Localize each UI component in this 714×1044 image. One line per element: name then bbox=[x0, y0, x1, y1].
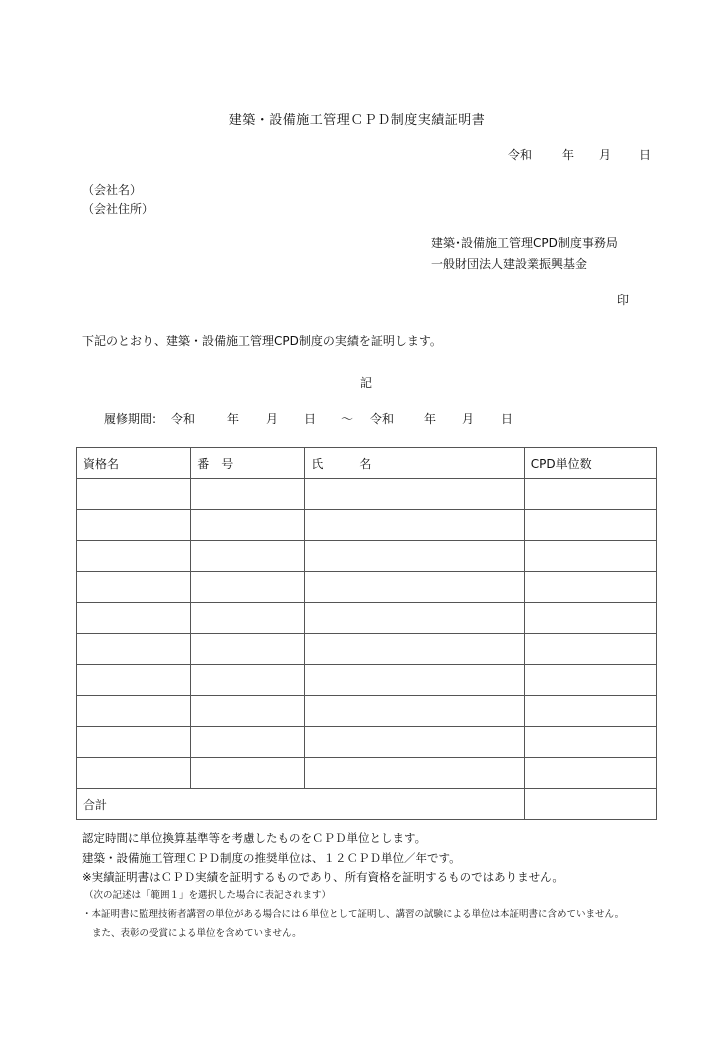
cell-name bbox=[305, 541, 524, 572]
table-row bbox=[77, 727, 657, 758]
cell-number bbox=[191, 696, 305, 727]
cell-number bbox=[191, 634, 305, 665]
period-end-day: 日 bbox=[501, 412, 514, 426]
period-label: 履修期間: bbox=[104, 412, 157, 426]
table-row bbox=[77, 758, 657, 789]
period-start-era: 令和 bbox=[171, 412, 196, 426]
cell-number bbox=[191, 479, 305, 510]
total-label: 合計 bbox=[77, 789, 525, 820]
cell-name bbox=[305, 572, 524, 603]
date-year: 年 bbox=[562, 148, 575, 162]
cell-cpd-units bbox=[524, 603, 656, 634]
company-address: （会社住所） bbox=[82, 202, 155, 216]
cell-name bbox=[305, 758, 524, 789]
cell-name bbox=[305, 727, 524, 758]
ki-heading: 記 bbox=[360, 376, 373, 390]
period-end-era: 令和 bbox=[370, 412, 395, 426]
note-certificate-scope: ※実績証明書はＣＰＤ実績を証明するものであり、所有資格を証明するものではありません。 bbox=[82, 870, 564, 884]
table-row bbox=[77, 541, 657, 572]
header-cpd-units: CPD単位数 bbox=[524, 448, 656, 479]
table-header-row bbox=[77, 448, 657, 479]
cell-cpd-units bbox=[524, 572, 656, 603]
period-start-day: 日 bbox=[304, 412, 317, 426]
table-row bbox=[77, 510, 657, 541]
header-qualification: 資格名 bbox=[77, 448, 191, 479]
table-row bbox=[77, 665, 657, 696]
date-month: 月 bbox=[599, 148, 612, 162]
cell-cpd-units bbox=[524, 727, 656, 758]
issuer-office: 建築･設備施工管理CPD制度事務局 bbox=[431, 236, 618, 250]
cell-qualification bbox=[77, 541, 191, 572]
table-row bbox=[77, 634, 657, 665]
cell-name bbox=[305, 696, 524, 727]
cell-cpd-units bbox=[524, 479, 656, 510]
cell-cpd-units bbox=[524, 510, 656, 541]
period-start-month: 月 bbox=[266, 412, 279, 426]
cell-number bbox=[191, 510, 305, 541]
note-cpd-definition: 認定時間に単位換算基準等を考慮したものをＣＰＤ単位とします。 bbox=[82, 831, 427, 845]
cell-number bbox=[191, 758, 305, 789]
date-day: 日 bbox=[639, 148, 652, 162]
intro-text: 下記のとおり、建築・設備施工管理CPD制度の実績を証明します。 bbox=[82, 334, 442, 348]
document-title: 建築・設備施工管理ＣＰＤ制度実績証明書 bbox=[228, 113, 486, 128]
cell-qualification bbox=[77, 634, 191, 665]
period-end-year: 年 bbox=[424, 412, 437, 426]
header-name: 氏 名 bbox=[305, 448, 524, 479]
cell-qualification bbox=[77, 603, 191, 634]
note-recommended-units: 建築・設備施工管理ＣＰＤ制度の推奨単位は、１２ＣＰＤ単位／年です。 bbox=[82, 851, 461, 865]
cell-qualification bbox=[77, 572, 191, 603]
issuer-foundation: 一般財団法人建設業振興基金 bbox=[431, 257, 588, 271]
total-row bbox=[77, 789, 657, 820]
period-tilde: ～ bbox=[341, 412, 354, 426]
cell-number bbox=[191, 541, 305, 572]
cell-number bbox=[191, 665, 305, 696]
seal-mark: 印 bbox=[617, 293, 630, 307]
cell-cpd-units bbox=[524, 541, 656, 572]
cell-qualification bbox=[77, 758, 191, 789]
cell-cpd-units bbox=[524, 665, 656, 696]
cell-cpd-units bbox=[524, 696, 656, 727]
total-cpd-units bbox=[524, 789, 656, 820]
cell-qualification bbox=[77, 727, 191, 758]
date-era: 令和 bbox=[508, 148, 533, 162]
cell-name bbox=[305, 479, 524, 510]
period-start-year: 年 bbox=[227, 412, 240, 426]
cell-name bbox=[305, 665, 524, 696]
cell-qualification bbox=[77, 665, 191, 696]
table-row bbox=[77, 603, 657, 634]
note-range-condition: （次の記述は「範囲１」を選択した場合に表記されます） bbox=[84, 890, 332, 901]
note-award-units: また、表彰の受賞による単位を含めていません。 bbox=[92, 928, 302, 939]
cell-number bbox=[191, 603, 305, 634]
cell-qualification bbox=[77, 696, 191, 727]
table-row bbox=[77, 479, 657, 510]
cell-name bbox=[305, 603, 524, 634]
cell-name bbox=[305, 634, 524, 665]
cell-cpd-units bbox=[524, 634, 656, 665]
table-row bbox=[77, 696, 657, 727]
cell-number bbox=[191, 727, 305, 758]
header-number: 番 号 bbox=[191, 448, 305, 479]
cell-qualification bbox=[77, 479, 191, 510]
table-row bbox=[77, 572, 657, 603]
cell-cpd-units bbox=[524, 758, 656, 789]
company-name: （会社名） bbox=[82, 183, 143, 197]
cell-number bbox=[191, 572, 305, 603]
note-lecture-units: ・本証明書に監理技術者講習の単位がある場合には６単位として証明し、講習の試験による単位は本証明書に含めていません。 bbox=[82, 909, 625, 920]
cell-name bbox=[305, 510, 524, 541]
cpd-table bbox=[76, 447, 657, 820]
cell-qualification bbox=[77, 510, 191, 541]
period-end-month: 月 bbox=[462, 412, 475, 426]
